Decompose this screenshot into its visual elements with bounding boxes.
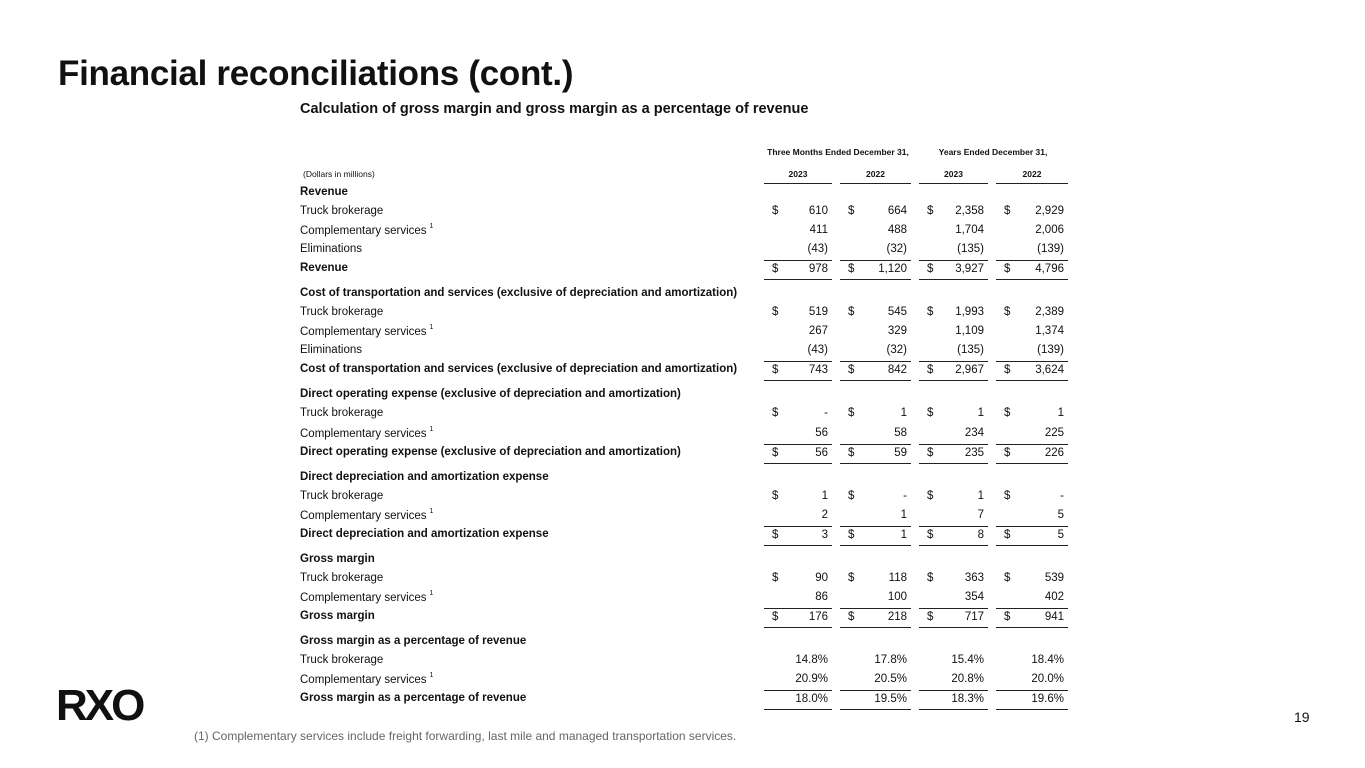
value-cell: [840, 405, 911, 424]
section-header-row: [300, 184, 1068, 203]
cell-value: 1,993: [955, 306, 984, 318]
cell-value: 100: [887, 591, 907, 603]
cell-value: 59: [894, 447, 907, 459]
cell-value: 354: [964, 591, 984, 603]
cell-value: (43): [807, 344, 828, 356]
value-cell: [996, 260, 1068, 280]
currency-symbol: $: [927, 407, 934, 419]
value-cell: [996, 444, 1068, 464]
value-cell: [764, 444, 832, 464]
header-year-q-2022: 2022: [840, 169, 911, 184]
total-row: [300, 260, 1068, 279]
footnote-marker: 1: [429, 426, 434, 433]
cell-value: 14.8%: [795, 654, 828, 666]
cell-value: 363: [964, 572, 984, 584]
value-cell: [919, 488, 988, 507]
row-label-text: Direct depreciation and amortization expense: [300, 528, 549, 540]
value-cell: [840, 425, 911, 444]
cell-value: 20.8%: [951, 673, 984, 685]
section-header-row: [300, 386, 1068, 405]
cell-value: 1: [900, 509, 907, 521]
row-label: [300, 610, 375, 622]
row-label: [300, 363, 737, 375]
currency-symbol: $: [1004, 306, 1011, 318]
value-cell: [764, 241, 832, 260]
section-header-row: [300, 633, 1068, 652]
value-cell: [996, 361, 1068, 381]
currency-symbol: $: [927, 263, 934, 275]
row-label: [300, 243, 362, 255]
row-label: [300, 490, 383, 502]
row-label: [300, 635, 526, 647]
cell-value: 56: [815, 427, 828, 439]
cell-value: 18.3%: [951, 693, 984, 705]
value-cell: [840, 222, 911, 241]
value-cell: [919, 690, 988, 710]
table-row: [300, 488, 1068, 507]
cell-value: -: [824, 407, 828, 419]
row-label: [300, 407, 383, 419]
footnote: (1) Complementary services include freight forwarding, last mile and managed transportation services.: [194, 729, 737, 743]
value-cell: [996, 507, 1068, 526]
currency-symbol: $: [772, 572, 779, 584]
value-cell: [764, 260, 832, 280]
value-cell: [996, 671, 1068, 690]
units-label: (Dollars in millions): [303, 169, 375, 179]
row-label-text: Direct operating expense (exclusive of depreciation and amortization): [300, 446, 681, 458]
value-cell: [764, 652, 832, 671]
value-cell: [840, 570, 911, 589]
row-label-text: Truck brokerage: [300, 306, 384, 318]
table-row: [300, 203, 1068, 222]
table-row: [300, 241, 1068, 260]
value-cell: [996, 526, 1068, 546]
table-row: [300, 589, 1068, 608]
value-cell: [996, 323, 1068, 342]
row-label: [300, 654, 383, 666]
cell-value: 1: [900, 407, 907, 419]
row-label-text: Gross margin as a percentage of revenue: [300, 692, 527, 704]
row-label-text: Revenue: [300, 186, 348, 198]
row-label-text: Complementary services: [300, 427, 427, 440]
value-cell: [919, 425, 988, 444]
cell-value: 17.8%: [874, 654, 907, 666]
cell-value: 19.6%: [1031, 693, 1064, 705]
value-cell: [840, 444, 911, 464]
header-year-y-2022: 2022: [996, 169, 1068, 184]
value-cell: [996, 405, 1068, 424]
row-label: [300, 692, 526, 704]
cell-value: -: [903, 490, 907, 502]
value-cell: [996, 203, 1068, 222]
page-number: 19: [1294, 709, 1310, 725]
value-cell: [919, 526, 988, 546]
row-label-text: Complementary services: [300, 673, 427, 686]
cell-value: (139): [1037, 344, 1064, 356]
table-row: [300, 507, 1068, 526]
header-year-q-2023: 2023: [764, 169, 832, 184]
value-cell: [764, 589, 832, 608]
currency-symbol: $: [848, 205, 855, 217]
row-label: [300, 306, 383, 318]
value-cell: [919, 342, 988, 361]
currency-symbol: $: [772, 306, 779, 318]
value-cell: [919, 507, 988, 526]
currency-symbol: $: [927, 490, 934, 502]
row-label-text: Cost of transportation and services (exclusive of depreciation and amortization): [300, 363, 738, 375]
cell-value: 8: [977, 529, 984, 541]
cell-value: 20.0%: [1031, 673, 1064, 685]
cell-value: 743: [808, 364, 828, 376]
value-cell: [996, 690, 1068, 710]
cell-value: 19.5%: [874, 693, 907, 705]
section-header-row: [300, 551, 1068, 570]
cell-value: 2,967: [955, 364, 984, 376]
value-cell: [840, 690, 911, 710]
row-label-text: Truck brokerage: [300, 654, 384, 666]
table-row: [300, 425, 1068, 444]
footnote-marker: 1: [429, 590, 434, 597]
row-label: [300, 572, 383, 584]
row-label-text: Complementary services: [300, 325, 427, 338]
cell-value: 58: [894, 427, 907, 439]
cell-value: 1: [977, 407, 984, 419]
value-cell: [996, 570, 1068, 589]
currency-symbol: $: [772, 529, 779, 541]
cell-value: (139): [1037, 243, 1064, 255]
cell-value: 2,358: [955, 205, 984, 217]
value-cell: [919, 241, 988, 260]
cell-value: 1: [821, 490, 828, 502]
currency-symbol: $: [1004, 263, 1011, 275]
cell-value: 717: [964, 611, 984, 623]
currency-symbol: $: [1004, 572, 1011, 584]
currency-symbol: $: [1004, 205, 1011, 217]
row-label-text: Eliminations: [300, 344, 362, 356]
cell-value: (43): [807, 243, 828, 255]
cell-value: 7: [977, 509, 984, 521]
footnote-marker: 1: [429, 223, 434, 230]
value-cell: [764, 425, 832, 444]
section-header-row: [300, 469, 1068, 488]
value-cell: [919, 652, 988, 671]
cell-value: 329: [887, 325, 907, 337]
currency-symbol: $: [848, 572, 855, 584]
currency-symbol: $: [848, 306, 855, 318]
cell-value: 402: [1044, 591, 1064, 603]
value-cell: [840, 608, 911, 628]
header-years: Years Ended December 31,: [938, 147, 1048, 157]
value-cell: [919, 222, 988, 241]
row-label-text: Truck brokerage: [300, 407, 384, 419]
cell-value: 225: [1044, 427, 1064, 439]
value-cell: [764, 671, 832, 690]
total-row: [300, 690, 1068, 709]
cell-value: 2,929: [1035, 205, 1064, 217]
cell-value: (32): [886, 344, 907, 356]
cell-value: 18.4%: [1031, 654, 1064, 666]
row-label: [300, 528, 549, 540]
total-row: [300, 361, 1068, 380]
value-cell: [764, 203, 832, 222]
row-label-text: Complementary services: [300, 591, 427, 604]
currency-symbol: $: [1004, 407, 1011, 419]
value-cell: [840, 671, 911, 690]
currency-symbol: $: [772, 447, 779, 459]
cell-value: 1,120: [878, 263, 907, 275]
currency-symbol: $: [772, 263, 779, 275]
page-title: Financial reconciliations (cont.): [58, 54, 574, 93]
row-label-text: Complementary services: [300, 509, 427, 522]
cell-value: 664: [887, 205, 907, 217]
cell-value: 18.0%: [795, 693, 828, 705]
value-cell: [919, 323, 988, 342]
rxo-logo: RXO: [56, 681, 143, 730]
row-label-text: Complementary services: [300, 224, 427, 237]
total-row: [300, 444, 1068, 463]
cell-value: 176: [808, 611, 828, 623]
cell-value: 978: [808, 263, 828, 275]
row-label: [300, 344, 362, 356]
row-label: [300, 224, 433, 237]
value-cell: [996, 222, 1068, 241]
currency-symbol: $: [927, 529, 934, 541]
table-row: [300, 405, 1068, 424]
cell-value: 1: [900, 529, 907, 541]
value-cell: [840, 488, 911, 507]
cell-value: 1,109: [955, 325, 984, 337]
currency-symbol: $: [848, 263, 855, 275]
cell-value: 20.9%: [795, 673, 828, 685]
currency-symbol: $: [927, 364, 934, 376]
row-label-text: Gross margin: [300, 610, 375, 622]
row-label: [300, 427, 433, 440]
value-cell: [919, 444, 988, 464]
value-cell: [919, 260, 988, 280]
currency-symbol: $: [1004, 611, 1011, 623]
currency-symbol: $: [1004, 529, 1011, 541]
currency-symbol: $: [772, 490, 779, 502]
cell-value: 610: [808, 205, 828, 217]
value-cell: [919, 405, 988, 424]
currency-symbol: $: [927, 205, 934, 217]
currency-symbol: $: [848, 529, 855, 541]
cell-value: 1,374: [1035, 325, 1064, 337]
row-label: [300, 186, 348, 198]
section-header-row: [300, 285, 1068, 304]
cell-value: 941: [1044, 611, 1064, 623]
table-row: [300, 323, 1068, 342]
row-label-text: Truck brokerage: [300, 572, 384, 584]
footnote-marker: 1: [429, 508, 434, 515]
value-cell: [840, 342, 911, 361]
value-cell: [840, 203, 911, 222]
value-cell: [840, 652, 911, 671]
cell-value: 20.5%: [874, 673, 907, 685]
cell-value: 235: [964, 447, 984, 459]
cell-value: 4,796: [1035, 263, 1064, 275]
value-cell: [840, 507, 911, 526]
cell-value: 539: [1044, 572, 1064, 584]
currency-symbol: $: [772, 205, 779, 217]
cell-value: 842: [887, 364, 907, 376]
value-cell: [764, 304, 832, 323]
currency-symbol: $: [927, 572, 934, 584]
cell-value: 56: [815, 447, 828, 459]
header-three-months: Three Months Ended December 31,: [767, 147, 909, 157]
cell-value: (135): [957, 243, 984, 255]
value-cell: [764, 690, 832, 710]
currency-symbol: $: [848, 407, 855, 419]
table-row: [300, 222, 1068, 241]
row-label: [300, 446, 681, 458]
cell-value: 218: [887, 611, 907, 623]
currency-symbol: $: [848, 490, 855, 502]
cell-value: 234: [964, 427, 984, 439]
value-cell: [996, 608, 1068, 628]
row-label: [300, 673, 433, 686]
currency-symbol: $: [927, 611, 934, 623]
value-cell: [919, 361, 988, 381]
cell-value: 118: [888, 572, 907, 584]
currency-symbol: $: [1004, 490, 1011, 502]
value-cell: [996, 589, 1068, 608]
value-cell: [840, 260, 911, 280]
value-cell: [919, 570, 988, 589]
cell-value: 3,927: [955, 263, 984, 275]
value-cell: [764, 405, 832, 424]
table-row: [300, 671, 1068, 690]
cell-value: -: [1060, 490, 1064, 502]
row-label: [300, 287, 737, 299]
row-label-text: Revenue: [300, 262, 348, 274]
value-cell: [840, 589, 911, 608]
cell-value: 519: [808, 306, 828, 318]
cell-value: 1,704: [955, 224, 984, 236]
row-label-text: Truck brokerage: [300, 205, 384, 217]
cell-value: 411: [809, 224, 828, 236]
currency-symbol: $: [772, 611, 779, 623]
value-cell: [996, 652, 1068, 671]
currency-symbol: $: [848, 364, 855, 376]
row-label: [300, 509, 433, 522]
value-cell: [764, 608, 832, 628]
row-label: [300, 325, 433, 338]
value-cell: [764, 323, 832, 342]
cell-value: 2,389: [1035, 306, 1064, 318]
value-cell: [996, 241, 1068, 260]
header-year-y-2023: 2023: [919, 169, 988, 184]
row-label: [300, 471, 549, 483]
currency-symbol: $: [772, 407, 779, 419]
row-label-text: Direct operating expense (exclusive of depreciation and amortization): [300, 388, 681, 400]
value-cell: [996, 488, 1068, 507]
total-row: [300, 608, 1068, 627]
table-row: [300, 570, 1068, 589]
cell-value: 488: [887, 224, 907, 236]
value-cell: [840, 526, 911, 546]
total-row: [300, 526, 1068, 545]
cell-value: 5: [1057, 509, 1064, 521]
value-cell: [919, 671, 988, 690]
cell-value: 15.4%: [951, 654, 984, 666]
row-label-text: Direct depreciation and amortization expense: [300, 471, 549, 483]
cell-value: 86: [815, 591, 828, 603]
cell-value: (135): [957, 344, 984, 356]
row-label-text: Eliminations: [300, 243, 362, 255]
cell-value: 1: [977, 490, 984, 502]
table-row: [300, 304, 1068, 323]
value-cell: [764, 507, 832, 526]
cell-value: 2,006: [1035, 224, 1064, 236]
value-cell: [840, 241, 911, 260]
value-cell: [840, 361, 911, 381]
row-label-text: Truck brokerage: [300, 490, 384, 502]
value-cell: [764, 222, 832, 241]
value-cell: [919, 589, 988, 608]
row-label: [300, 591, 433, 604]
value-cell: [996, 425, 1068, 444]
value-cell: [764, 488, 832, 507]
value-cell: [764, 570, 832, 589]
cell-value: 545: [887, 306, 907, 318]
value-cell: [919, 304, 988, 323]
value-cell: [840, 304, 911, 323]
row-label: [300, 205, 383, 217]
row-label: [300, 262, 348, 274]
cell-value: 5: [1057, 529, 1064, 541]
value-cell: [764, 526, 832, 546]
table-subtitle: Calculation of gross margin and gross margin as a percentage of revenue: [300, 101, 809, 117]
row-label: [300, 388, 681, 400]
currency-symbol: $: [927, 306, 934, 318]
cell-value: 3: [821, 529, 828, 541]
row-label-text: Cost of transportation and services (exclusive of depreciation and amortization): [300, 287, 738, 299]
currency-symbol: $: [848, 611, 855, 623]
currency-symbol: $: [1004, 364, 1011, 376]
value-cell: [996, 304, 1068, 323]
value-cell: [764, 342, 832, 361]
table-row: [300, 652, 1068, 671]
value-cell: [919, 608, 988, 628]
value-cell: [919, 203, 988, 222]
value-cell: [764, 361, 832, 381]
currency-symbol: $: [1004, 447, 1011, 459]
footnote-marker: 1: [429, 324, 434, 331]
value-cell: [840, 323, 911, 342]
currency-symbol: $: [848, 447, 855, 459]
row-label-text: Gross margin: [300, 553, 375, 565]
cell-value: 3,624: [1035, 364, 1064, 376]
cell-value: 1: [1057, 407, 1064, 419]
row-label: [300, 553, 375, 565]
cell-value: 226: [1044, 447, 1064, 459]
currency-symbol: $: [927, 447, 934, 459]
cell-value: 267: [808, 325, 828, 337]
value-cell: [996, 342, 1068, 361]
cell-value: 90: [815, 572, 828, 584]
row-label-text: Gross margin as a percentage of revenue: [300, 635, 527, 647]
footnote-marker: 1: [429, 672, 434, 679]
cell-value: (32): [886, 243, 907, 255]
cell-value: 2: [821, 509, 828, 521]
currency-symbol: $: [772, 364, 779, 376]
table-row: [300, 342, 1068, 361]
